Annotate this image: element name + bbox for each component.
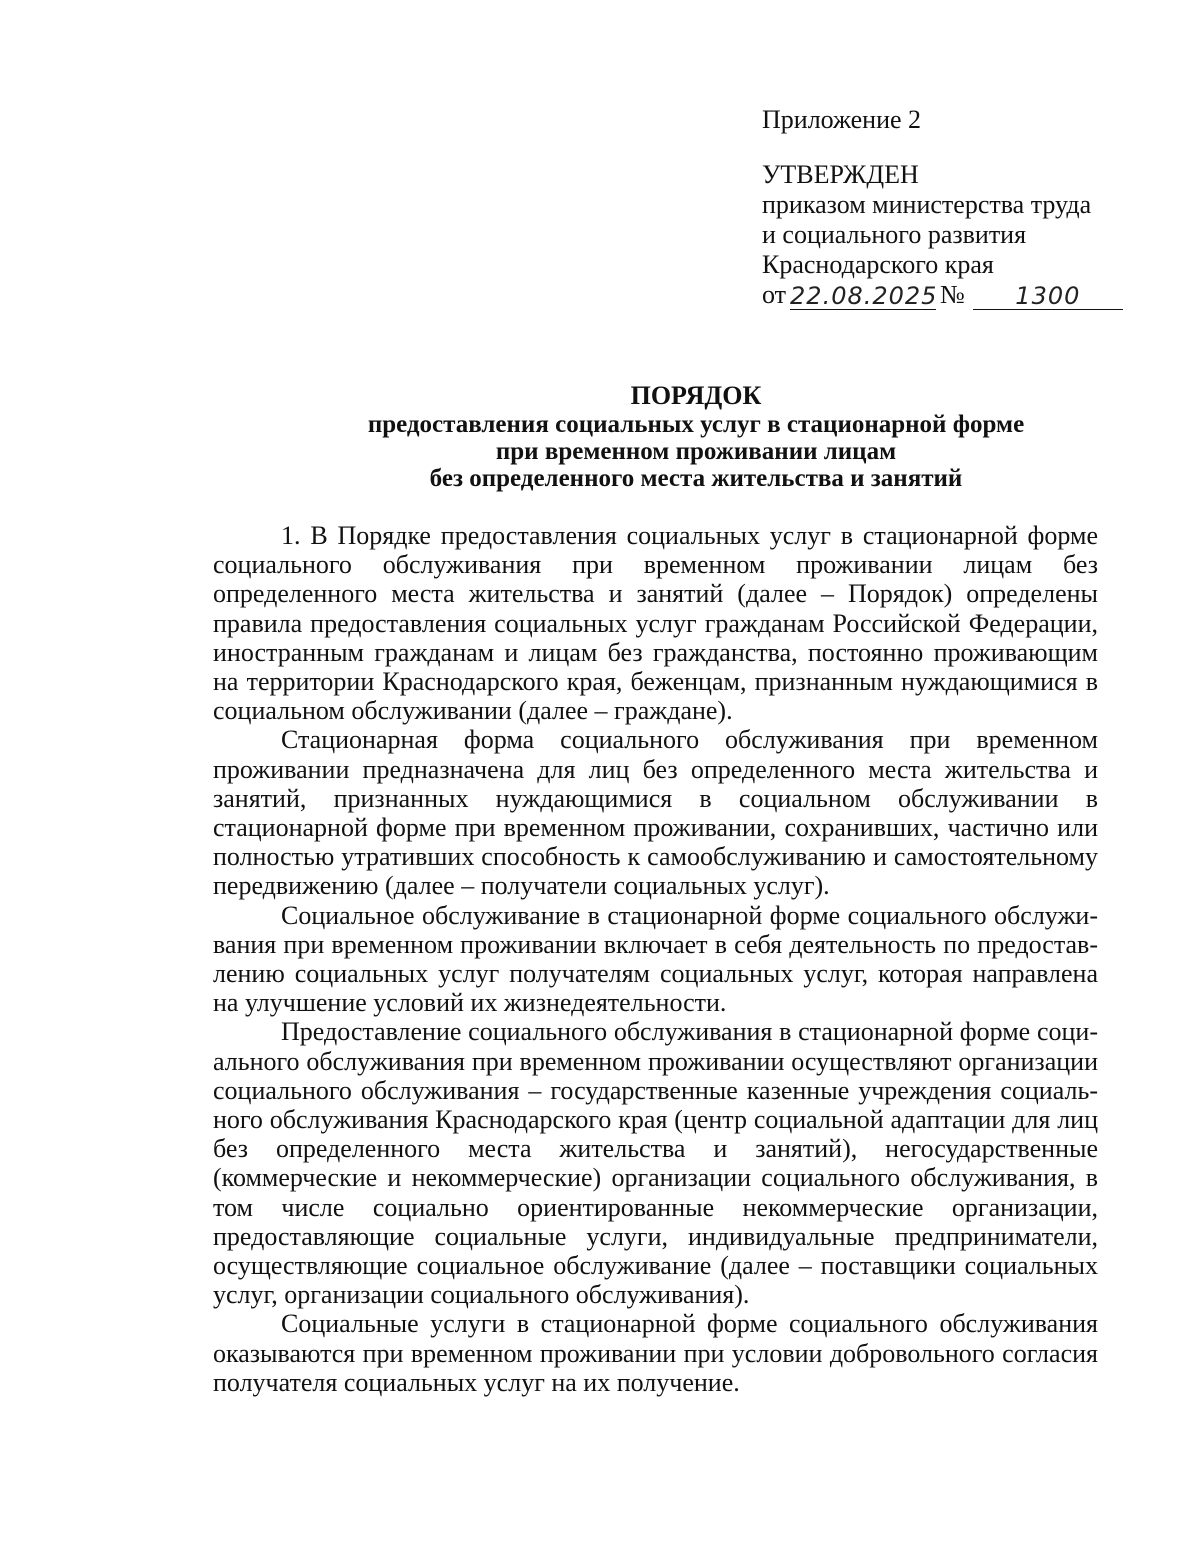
- approved-label: УТВЕРЖДЕН: [762, 160, 919, 189]
- document-title: [150, 382, 1200, 492]
- paragraph-2: Стационарная форма социального обслуживания при временном проживании предназначена для лиц без определенного места жительства и занятий, признанных нуждающимися в социальном обслуживании в стационарной форме при временном проживании, сохранивших, частично или полностью утративших способность к самообслуживанию и самостоятельному передвижению (далее – получатели социальных услуг).: [213, 725, 1098, 901]
- title-subtitle-line-1: предоставления социальных услуг в стационарной форме: [367, 411, 1025, 438]
- order-reference: [762, 280, 1162, 310]
- paragraph-3: Социальное обслуживание в стационарной форме социального обслуживания при временном проживании включает в себя деятельность по предоставлению социальных услуг получателям социальных услуг, которая направлена на улучшение условий их жизнедеятельности.: [213, 900, 1098, 1018]
- document-body: [213, 521, 1098, 1397]
- paragraph-5: Социальные услуги в стационарной форме социального обслуживания оказываются при временном проживании при условии добровольного согласия получателя социальных услуг на их получение.: [213, 1309, 1098, 1397]
- title-subtitle-line-2: при временном проживании лицам: [495, 438, 897, 465]
- order-date-handwritten: 22.08.2025: [790, 282, 938, 310]
- annex-label: Приложение 2: [762, 105, 922, 134]
- order-number-label: №: [940, 280, 965, 309]
- approval-line-2: и социального развития: [762, 220, 1027, 249]
- paragraph-1: 1. В Порядке предоставления социальных услуг в стационарной форме социального обслуживания при временном проживании лицам без определенного места жительства и занятий (далее – Порядок) определены правила предоставления социальных услуг гражданам Российской Федерации, иностранным гражданам и лицам без гражданства, постоянно проживающим на территории Краснодарского края, беженцам, признанным нуждающимися в социальном обслуживании (далее – граждане).: [213, 521, 1098, 726]
- approval-line-1: приказом министерства труда: [762, 190, 1092, 219]
- approval-block: [762, 105, 1162, 310]
- approval-line-3: Краснодарского края: [762, 250, 994, 279]
- title-main: ПОРЯДОК: [630, 381, 762, 410]
- order-prefix: от: [762, 280, 787, 309]
- order-number-handwritten: 1300: [973, 283, 1123, 310]
- paragraph-4: Предоставление социального обслуживания в стационарной форме социального обслуживания при временном проживании осуществляют организации социального обслуживания – государственные казенные учреждения социального обслуживания Краснодарского края (центр социальной адаптации для лиц без определенного места жительства и занятий), негосударственные (коммерческие и некоммерческие) организации социального обслуживания, в том числе социально ориентированные некоммерческие организации, предоставляющие социальные услуги, индивидуальные предприниматели, осуществляющие социальное обслуживание (далее – поставщики социальных услуг, организации социального обслуживания).: [213, 1017, 1098, 1310]
- title-subtitle-line-3: без определенного места жительства и занятий: [429, 465, 963, 492]
